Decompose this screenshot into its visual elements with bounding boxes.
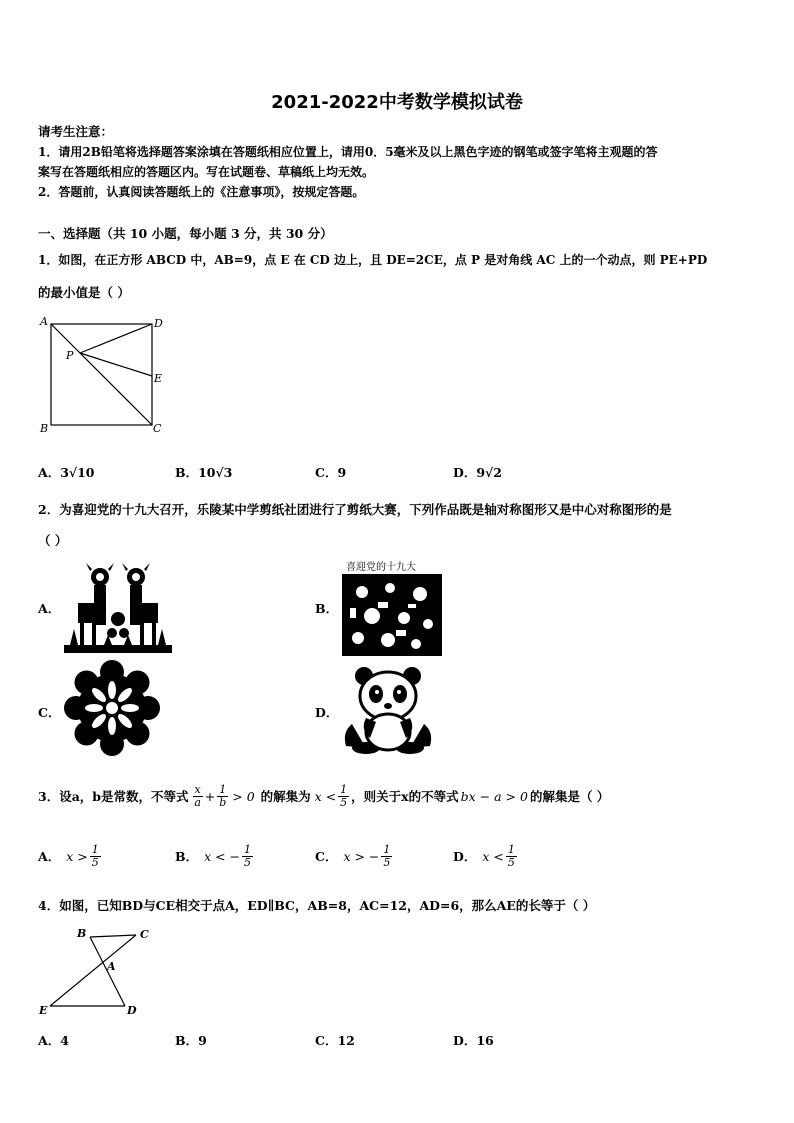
diagonal-ac: [51, 324, 152, 425]
q1-option-a[interactable]: A．3√10: [38, 465, 95, 480]
label-d: D: [154, 317, 163, 330]
party-papercut-image: [342, 558, 442, 656]
exam-title: 2021-2022中考数学模拟试卷: [271, 92, 523, 113]
frac-a: a: [194, 795, 201, 809]
q2-stem-line2: （ ）: [38, 533, 68, 548]
segment-pd: [80, 324, 152, 353]
q3-stem-mid: 的解集为: [260, 789, 311, 804]
label-b: B: [77, 927, 87, 940]
sol-x: x <: [314, 788, 337, 804]
q4-option-d[interactable]: D．16: [453, 1033, 494, 1048]
q3-stem-tail: 的解集是（ ）: [529, 789, 610, 804]
label-a: A: [40, 315, 48, 328]
q3-option-d[interactable]: D． x < $\frac{1}{5}$: [453, 842, 515, 869]
q4-option-a[interactable]: A．4: [38, 1033, 69, 1048]
ineq-rest: > 0: [232, 788, 255, 804]
frac-x: x: [194, 782, 201, 796]
q2-option-a[interactable]: A．: [38, 601, 61, 616]
q4-stem: 4．如图，已知BD与CE相交于点A，ED∥BC，AB=8，AC=12，AD=6，那么AE的长等于（ ）: [38, 898, 596, 913]
q1-option-c[interactable]: C．9: [315, 465, 347, 480]
q3-stem-pre: 3．设a，b是常数，不等式: [38, 789, 189, 804]
q3-option-b[interactable]: B． x < − $\frac{1}{5}$: [175, 842, 252, 869]
label-c: C: [153, 422, 162, 435]
label-e: E: [39, 1004, 48, 1017]
panda-papercut-image: [342, 666, 434, 754]
section-heading: 一、选择题（共 10 小题，每小题 3 分，共 30 分）: [38, 226, 333, 241]
papercut-caption: 喜迎党的十九大: [346, 562, 416, 573]
label-b: B: [40, 422, 49, 435]
flower-papercut-image: [64, 660, 160, 756]
deer-papercut-image: [64, 563, 172, 653]
q3-option-c[interactable]: C． x > − $\frac{1}{5}$: [315, 842, 391, 869]
label-e: E: [154, 372, 163, 385]
q3-stem-post: ，则关于x的不等式: [351, 789, 459, 804]
notice-line-3: 2．答题前，认真阅读答题纸上的《注意事项》，按规定答题。: [38, 185, 365, 199]
label-p: P: [66, 349, 74, 362]
q2-stem-line1: 2．为喜迎党的十九大召开，乐陵某中学剪纸社团进行了剪纸大赛，下列作品既是轴对称图形又是中心对称图形的是: [38, 502, 672, 517]
q1-option-b[interactable]: B．10√3: [175, 465, 233, 480]
q2-option-c[interactable]: C．: [38, 705, 61, 720]
q1-option-d[interactable]: D．9√2: [453, 465, 502, 480]
notice-heading: 请考生注意：: [38, 124, 114, 139]
q3-inequality-1: $\frac{x}{a}$ + $\frac{1}{b}$ > 0: [194, 782, 255, 809]
notice-line-1: 1．请用2B铅笔将选择题答案涂填在答题纸相应位置上，请用0．5毫米及以上黑色字迹的钢笔或签字笔将主观题的答: [38, 145, 658, 159]
q3-option-a[interactable]: A． x > $\frac{1}{5}$: [38, 842, 99, 869]
label-a: A: [107, 960, 116, 973]
segment-ce: [50, 935, 136, 1006]
sol-den: 5: [340, 795, 348, 809]
sol-num: 1: [340, 782, 348, 796]
notice-line-2: 案写在答题纸相应的答题区内。写在试题卷、草稿纸上均无效。: [38, 165, 375, 179]
segment-bc: [90, 935, 136, 937]
label-d: D: [127, 1004, 137, 1017]
q3-inequality-2: bx − a > 0: [460, 788, 528, 804]
q3-stem: [38, 778, 609, 814]
q3-solution-set: [315, 784, 352, 809]
q4-option-c[interactable]: C．12: [315, 1033, 355, 1048]
q2-option-b[interactable]: B．: [315, 601, 339, 616]
q4-option-b[interactable]: B．9: [175, 1033, 207, 1048]
q1-stem-line1: 1．如图，在正方形 ABCD 中，AB=9，点 E 在 CD 边上，且 DE=2CE，点 P 是对角线 AC 上的一个动点，则 PE+PD: [38, 253, 708, 267]
q1-stem-line2: 的最小值是（ ）: [38, 285, 130, 300]
q1-square-figure: [36, 314, 166, 436]
q4-triangle-figure: [36, 924, 156, 1020]
q2-option-d[interactable]: D．: [315, 705, 339, 720]
frac-one: 1: [219, 782, 227, 796]
frac-b: b: [219, 795, 227, 809]
label-c: C: [140, 928, 149, 941]
